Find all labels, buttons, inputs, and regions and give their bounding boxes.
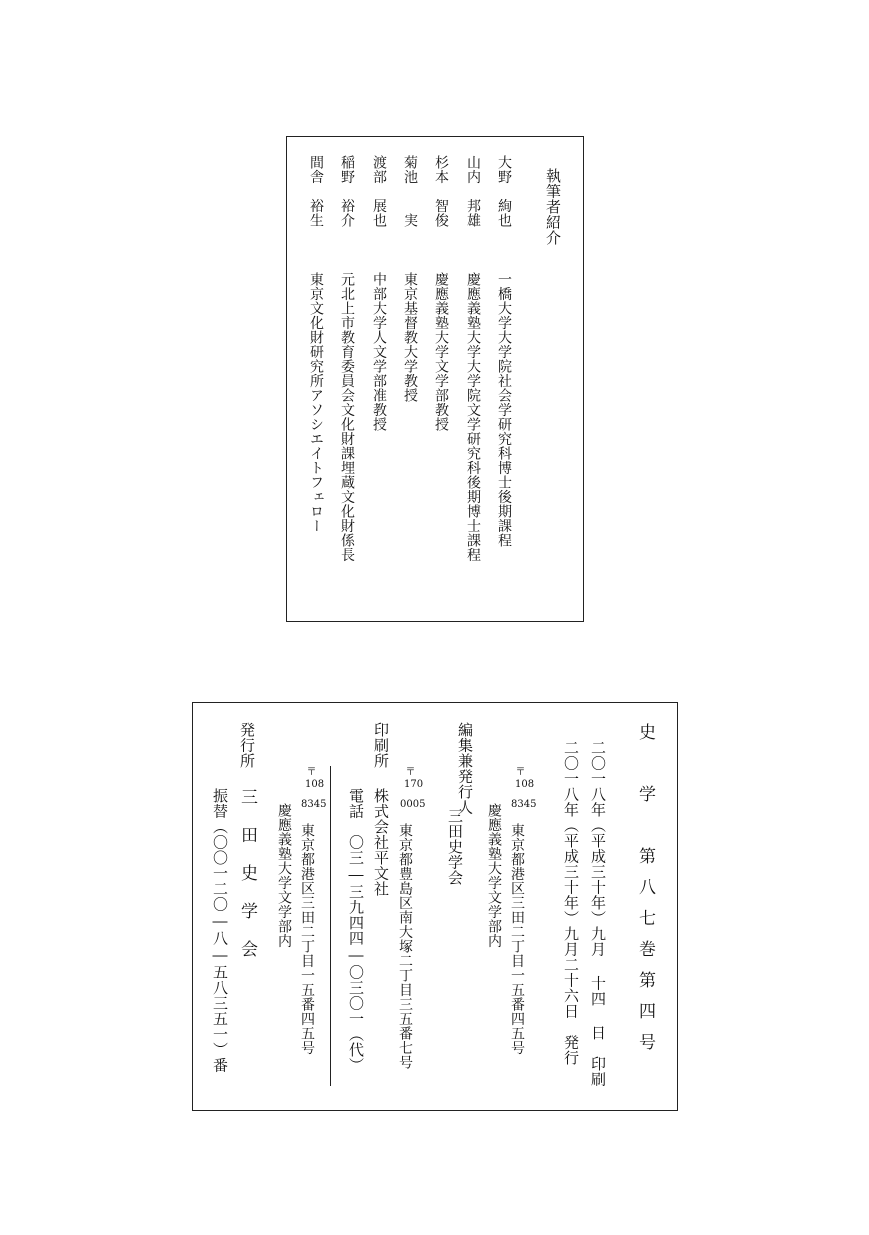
contributor-name: 菊池 実 <box>402 155 418 228</box>
publisher-name: 三 田 史 学 会 <box>237 788 257 958</box>
publisher-transfer-account: 振替（〇〇一二〇―八―五八三五一）番 <box>211 788 229 1073</box>
editor-name: 三田史学会 <box>446 808 464 886</box>
contributor-affiliation: 慶應義塾大学大学院文学研究科後期博士課程 <box>465 272 481 562</box>
editor-postal-mark: 〒 <box>513 766 524 776</box>
editor-office: 慶應義塾大学文学部内 <box>486 803 502 948</box>
publisher-office: 慶應義塾大学文学部内 <box>276 803 292 948</box>
publisher-postal-b: 8345 <box>301 799 327 810</box>
contributor-affiliation: 慶應義塾大学文学部教授 <box>433 272 449 432</box>
contributor-affiliation: 東京基督教大学教授 <box>402 272 418 403</box>
printer-name: 株式会社平文社 <box>372 788 390 897</box>
contributor-name: 杉本 智俊 <box>433 155 449 228</box>
contributor-name: 渡部 展也 <box>371 155 387 228</box>
editor-label: 編集兼発行人 <box>456 722 474 815</box>
journal-title: 史 学 第八七巻第四号 <box>635 723 655 1064</box>
contributor-affiliation: 一橋大学大学院社会学研究科博士後期課程 <box>496 272 512 548</box>
printer-postal-b: 0005 <box>400 799 426 810</box>
contributor-affiliation: 中部大学人文学部准教授 <box>371 272 387 432</box>
printer-address: 東京都豊島区南大塚二丁目三五番七号 <box>397 823 413 1070</box>
contributor-name: 大野 絢也 <box>496 155 512 228</box>
contributor-name: 稲野 裕介 <box>339 155 355 228</box>
editor-postal-a: 108 <box>515 779 535 790</box>
printer-label: 印刷所 <box>372 722 390 769</box>
publisher-label: 発行所 <box>238 722 256 769</box>
contributors-heading: 執筆者紹介 <box>544 168 562 246</box>
printer-postal-mark: 〒 <box>403 766 414 776</box>
editor-postal-b: 8345 <box>511 799 537 810</box>
printer-phone: 電話 〇三―三九四四―〇三〇一（代） <box>347 788 365 1073</box>
publisher-postal-mark: 〒 <box>304 766 315 776</box>
editor-address: 東京都港区三田二丁目一五番四五号 <box>509 823 525 1055</box>
printer-postal-a: 170 <box>404 779 424 790</box>
publisher-address: 東京都港区三田二丁目一五番四五号 <box>299 823 315 1055</box>
contributor-affiliation: 東京文化財研究所アソシエイトフェロー <box>308 272 324 533</box>
divider-rule <box>330 766 331 1086</box>
contributor-affiliation: 元北上市教育委員会文化財課埋蔵文化財係長 <box>339 272 355 562</box>
print-date: 二〇一八年（平成三十年）九月 十四 日 印刷 <box>589 740 607 1087</box>
publisher-postal-a: 108 <box>305 779 325 790</box>
issue-date: 二〇一八年（平成三十年）九月二十六日 発行 <box>562 740 580 1066</box>
contributor-name: 山内 邦雄 <box>465 155 481 228</box>
contributor-name: 間舎 裕生 <box>308 155 324 228</box>
